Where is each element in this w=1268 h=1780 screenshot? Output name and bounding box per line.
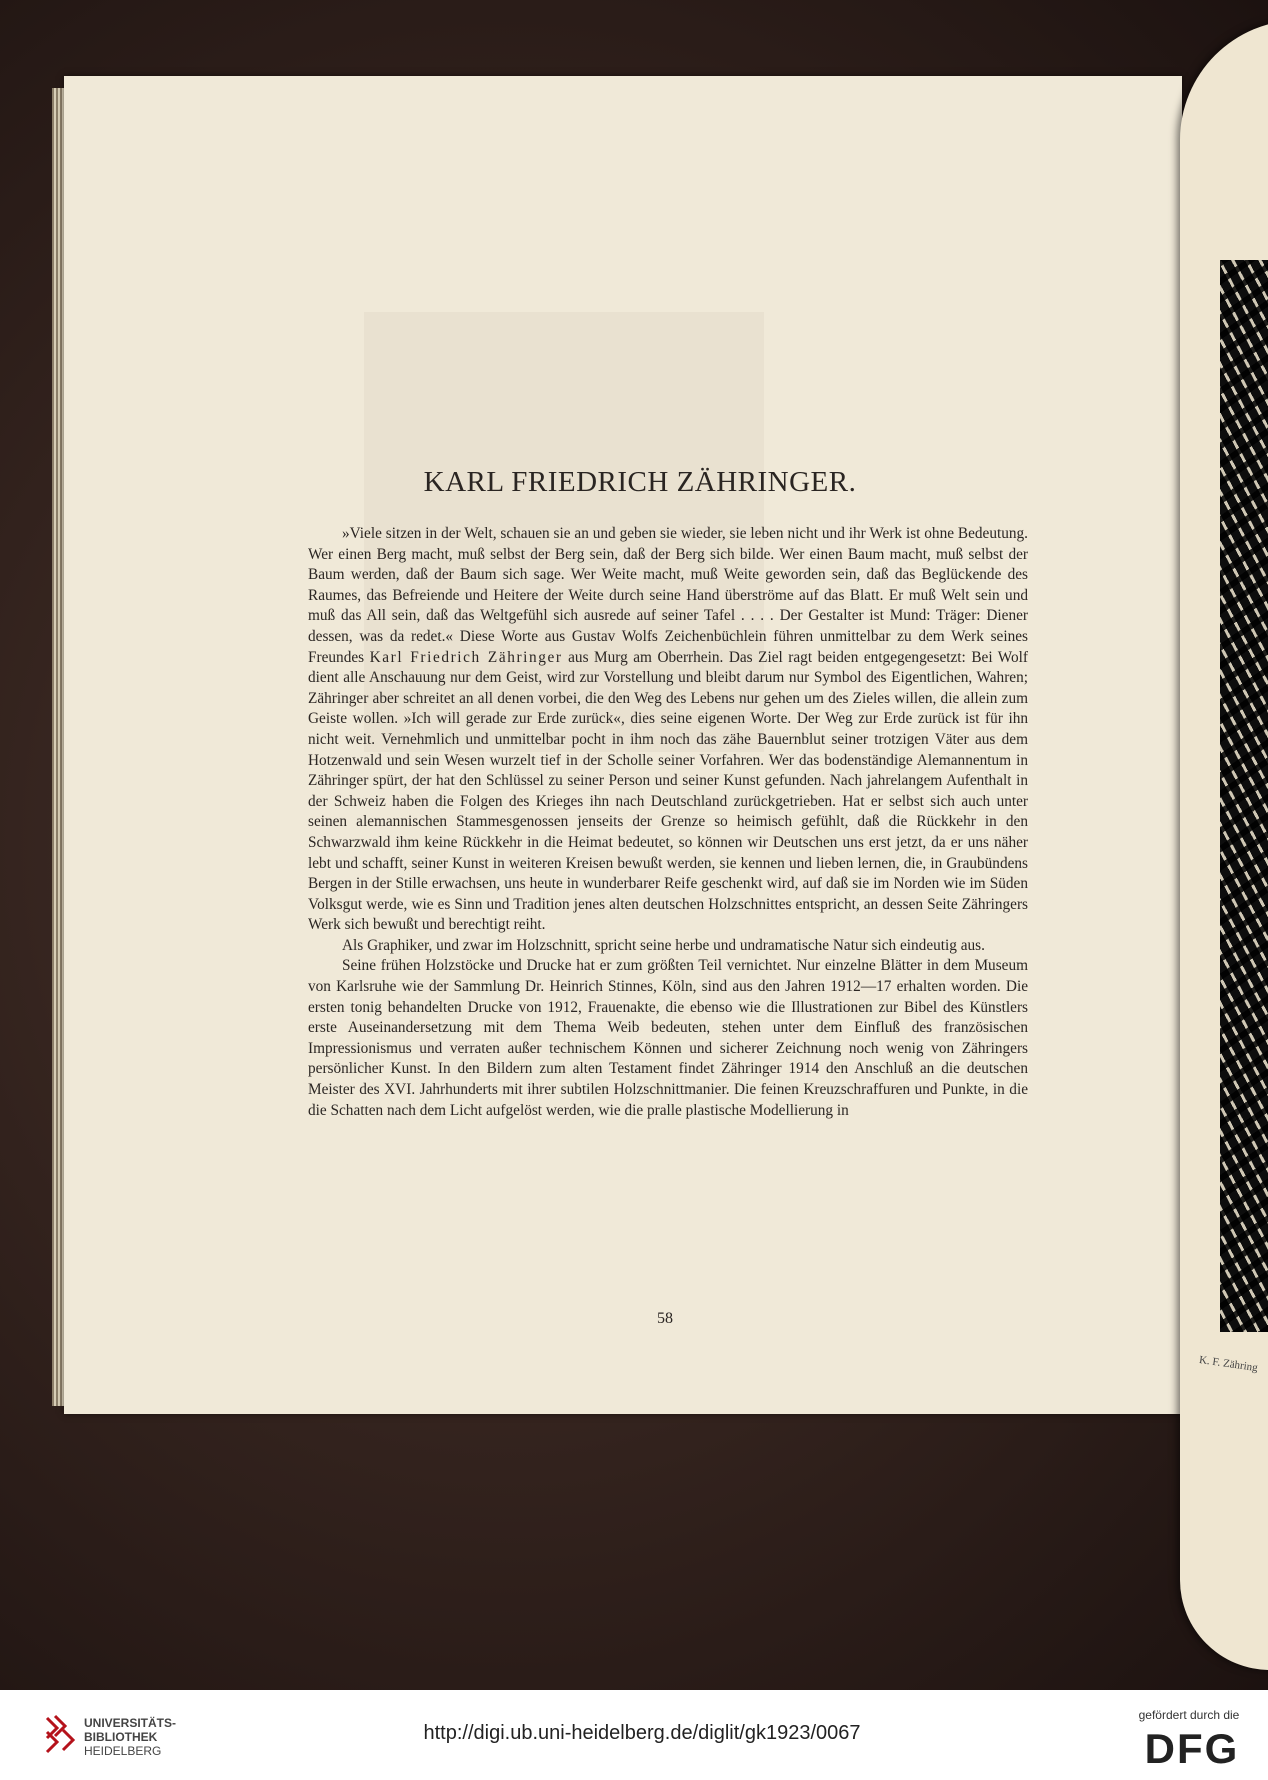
woodcut-illustration [1220,260,1268,1332]
woodcut-caption: K. F. Zähring [1198,1354,1259,1375]
page-number: 58 [657,1310,673,1327]
artist-name: Karl Friedrich Zähringer [369,648,563,666]
paragraph: Seine frühen Holzstöcke und Drucke hat er zum größten Teil vernichtet. Nur einzelne Blätter in dem Museum von Karlsruhe wie der Sammlung Dr. Heinrich Stinnes, Köln, sind aus den Jahren 1912—17 erhalten worden. Die ersten tonig behandelten Drucke von 1912, Frauenakte, die ebenso wie die Illustrationen zur Bibel des Künstlers erste Auseinandersetzung mit dem Thema Weib bedeuten, stehen unter dem Einfluß des französischen Impressionismus und verraten außer technischem Können und sicherer Zeichnung noch wenig von Zähringers persönlicher Kunst. In den Bildern zum alten Testament findet Zähringer 1914 den Anschluß an die deutschen Meister des XVI. Jahrhunderts mit ihrer subtilen Holzschnittmanier. Die feinen Kreuzschraffuren und Punkte, in die die Schatten nach dem Licht aufgelöst werden, wie die pralle plastische Modellierung in [308,957,1028,1119]
article-body [308,524,1028,1121]
document-url-link[interactable]: http://digi.ub.uni-heidelberg.de/diglit/gk1923/0067 [423,1722,861,1744]
paragraph-text: »Viele sitzen in der Welt, schauen sie an und geben sie wieder, sie leben nicht und ihr Werk ist ohne Bedeutung. Wer einen Berg macht, muß selbst der Berg sein, daß der Berg sich bilde. Wer einen Baum macht, muß selbst der Baum werden, daß der Baum sich sage. Wer Weite macht, muß Weite geworden sein, daß das Beglückende des Raumes, das Befreiende und Heitere der Weite durch seine Hand überströme auf das Blatt. Er muß Welt sein und muß das All sein, daß das Weltgefühl sich ausrede auf seiner Tafel . . . . Der Gestalter ist Mund: Träger: Diener dessen, was da redet.« Diese Worte aus Gustav Wolfs Zeichenbüchlein führen unmittelbar zu dem Werk seines Freundes [308,525,1028,666]
university-library-logo-icon [44,1712,76,1756]
institution-line: UNIVERSITÄTS- [84,1716,177,1730]
paragraph: Als Graphiker, und zwar im Holzschnitt, spricht seine herbe und undramatische Natur sich eindeutig aus. [342,936,985,954]
institution-line: BIBLIOTHEK [84,1730,158,1744]
page-title: KARL FRIEDRICH ZÄHRINGER. [423,466,857,498]
funding-label: gefördert durch die [1138,1708,1240,1722]
paragraph [308,524,1028,936]
institution-name [84,1716,176,1758]
paragraph-text: aus Murg am Oberrhein. Das Ziel ragt beiden entgegengesetzt: Bei Wolf dient alle Anschauung nur dem Geist, wird zur Vorstellung und bleibt darum nur Symbol des Eigentlichen, Wahren; Zähringer aber schreitet an all denen vorbei, die den Weg des Lebens nur gehen um des Zieles willen, die allein zum Geiste wollen. »Ich will gerade zur Erde zurück«, dies seine eigenen Worte. Der Weg zur Erde zurück ist für ihn nicht weit. Vernehmlich und unmittelbar pocht in ihm noch das zähe Bauernblut seiner trotzigen Väter aus dem Hotzenwald und sein Wesen wurzelt tief in der Scholle seiner Vorfahren. Wer das bodenständige Alemannentum in Zähringer spürt, der hat den Schlüssel zu seiner Person und seiner Kunst gefunden. Nach jahrelangem Aufenthalt in der Schweiz haben die Folgen des Krieges ihn nach Deutschland zurückgetrieben. Hat er selbst sich auch unter seinen alemannischen Stammesgenossen jenseits der Grenze so heimisch gefühlt, daß die Rückkehr in den Schwarzwald ihm keine Rückkehr in die Heimat bedeutet, so können wir Deutschen uns erst jetzt, da er uns näher lebt und schafft, seiner Kunst in weiteren Kreisen bewußt werden, sie kennen und lieben lernen, die, in Graubündens Bergen in der Stille erwachsen, uns heute in wunderbarer Reife geschenkt wird, auf daß sie im Norden wie im Süden Volksgut werde, wie es Sinn und Tradition jenes alten deutschen Holzschnittes entspricht, an dessen Seite Zähringers Werk sich bewußt und berechtigt reiht. [308,648,1029,934]
institution-line: HEIDELBERG [84,1744,162,1758]
footer-bar [0,1690,1268,1780]
dfg-logo: DFG [1144,1725,1240,1772]
